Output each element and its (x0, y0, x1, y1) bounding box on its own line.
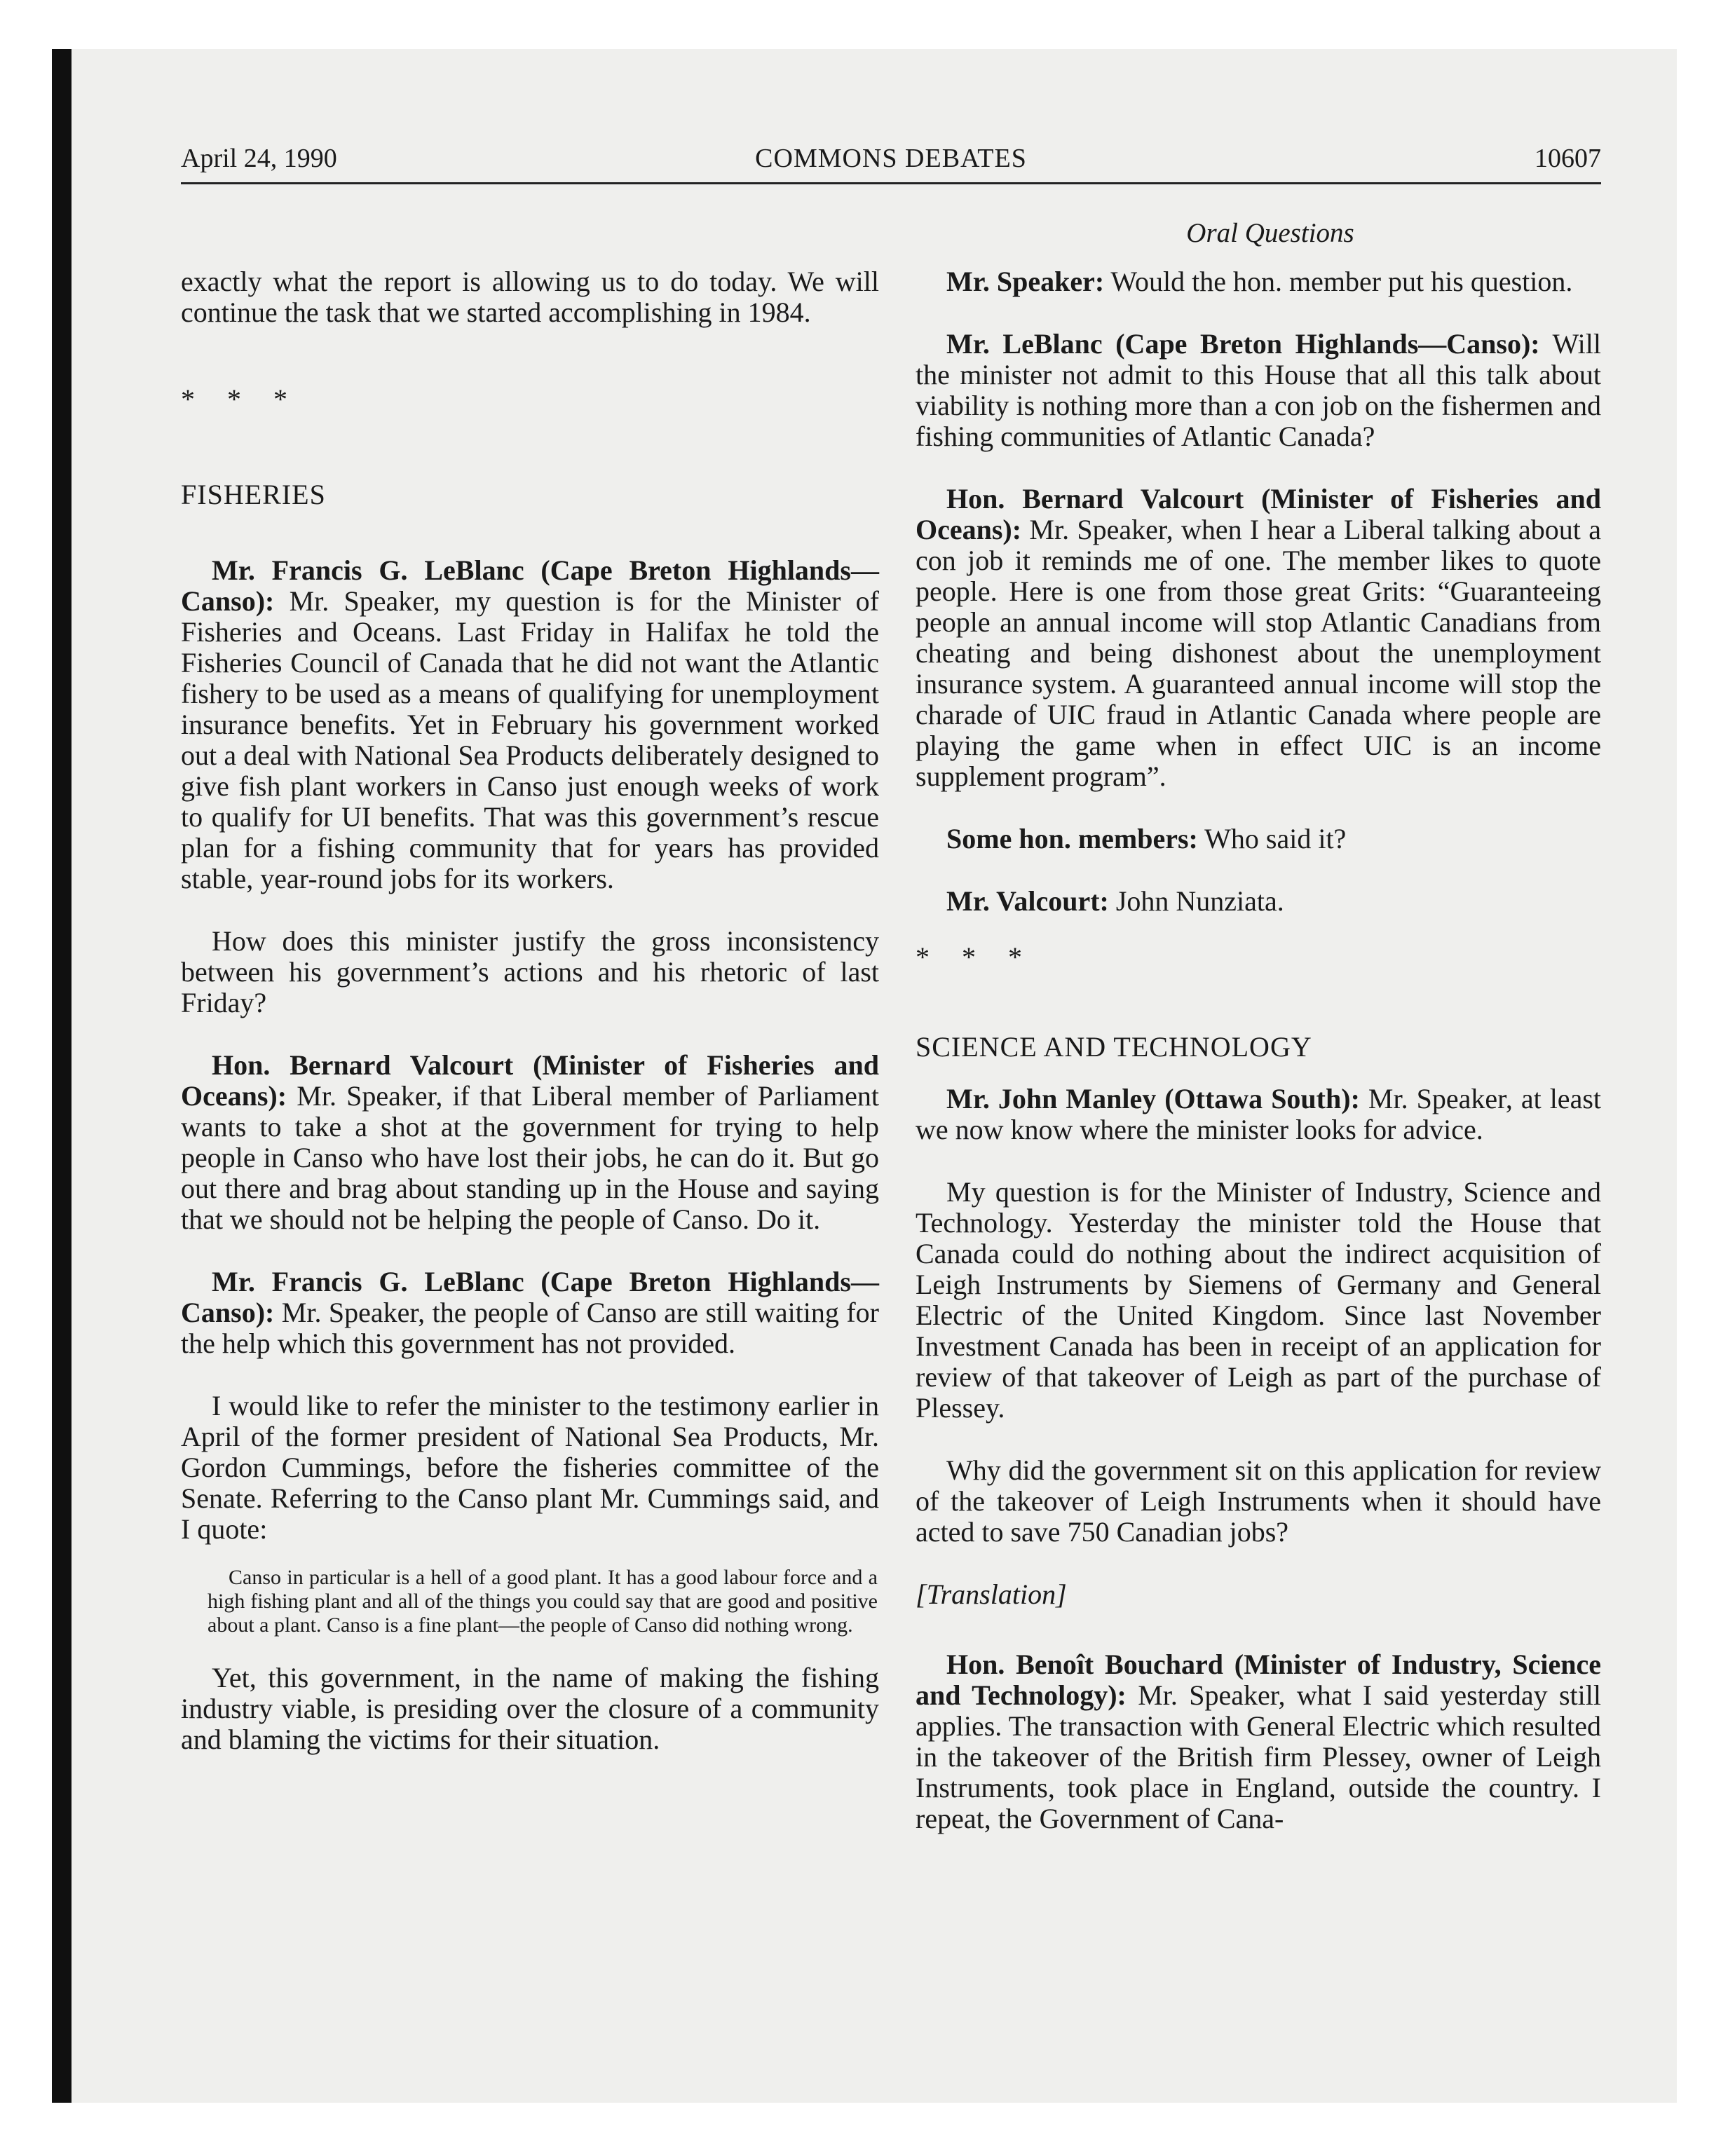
speaker-name: Some hon. members: (946, 823, 1198, 854)
section-heading: SCIENCE AND TECHNOLOGY (916, 1031, 1312, 1063)
paragraph (181, 555, 879, 894)
paragraph (916, 484, 1601, 792)
speaker-name: Hon. Bernard Valcourt (Minister of Fisheries and Oceans): (181, 1049, 879, 1112)
speech-text: Who said it? (1197, 823, 1347, 854)
speaker-name: Mr. Francis G. LeBlanc (Cape Breton Highlands—Canso): (181, 1266, 879, 1328)
paragraph (916, 886, 1601, 917)
paragraph (916, 824, 1601, 854)
speaker-name: Mr. John Manley (Ottawa South): (946, 1083, 1360, 1114)
paragraph: How does this minister justify the gross inconsistency between his government’s actions and his rhetoric of last Friday? (181, 925, 879, 1018)
speech-text: Mr. Speaker, if that Liberal member of Parliament wants to take a shot at the government for trying to help people in Canso who have lost their jobs, he can do it. But go out there and brag about standing up in the House and saying that we should not be helping the people of Canso. Do it. (181, 1080, 879, 1235)
paragraph (916, 266, 1601, 297)
running-head: Oral Questions (1186, 218, 1354, 248)
section-break: * * * (916, 941, 1035, 973)
paragraph: Yet, this government, in the name of making the fishing industry viable, is presiding over the closure of a community and blaming the victims for their situation. (181, 1662, 879, 1755)
header-title: COMMONS DEBATES (755, 144, 1027, 173)
speech-text: Mr. Speaker, what I said yesterday still applies. The transaction with General Electric which resulted in the takeover of the British firm Plessey, owner of Leigh Instruments, took place in England, outside the country. I repeat, the Government of Cana- (916, 1679, 1602, 1834)
paragraph (916, 1084, 1601, 1145)
speech-text: Mr. Speaker, when I hear a Liberal talking about a con job it reminds me of one. The member likes to quote people. Here is one from those great Grits: “Guaranteeing people an annual income will stop Atlantic Canadians from cheating and being dishonest about the unemployment insurance system. A guaranteed annual income will stop the charade of UIC fraud in Atlantic Canada where people are playing the game when in effect UIC is an income supplement program”. (916, 514, 1601, 792)
paragraph: exactly what the report is allowing us to do today. We will continue the task that we started accomplishing in 1984. (181, 266, 879, 328)
section-heading: FISHERIES (181, 479, 326, 510)
left-column (181, 266, 879, 1755)
paragraph: My question is for the Minister of Industry, Science and Technology. Yesterday the minister told the House that Canada could do nothing about the indirect acquisition of Leigh Instruments by Siemens of Germany and General Electric of the United Kingdom. Since last November Investment Canada has been in receipt of an application for review of that takeover of Leigh as part of the purchase of Plessey. (916, 1176, 1601, 1424)
paragraph: Why did the government sit on this application for review of the takeover of Leigh Instruments when it should have acted to save 750 Canadian jobs? (916, 1454, 1601, 1548)
page-number: 10607 (1535, 144, 1601, 173)
paragraph: I would like to refer the minister to the testimony earlier in April of the former president of National Sea Products, Mr. Gordon Cummings, before the fisheries committee of the Senate. Referring to the Canso plant Mr. Cummings said, and I quote: (181, 1390, 879, 1545)
quote-text: Canso in particular is a hell of a good plant. It has a good labour force and a high fishing plant and all of the things you could say that are good and positive about a plant. Canso is a fine plant—the people of Canso did nothing wrong. (207, 1566, 878, 1637)
speaker-name: Mr. LeBlanc (Cape Breton Highlands—Canso): (946, 328, 1540, 360)
speech-text: Mr. Speaker, the people of Canso are still waiting for the help which this government has not provided. (181, 1297, 879, 1359)
speech-text: Mr. Speaker, my question is for the Minister of Fisheries and Oceans. Last Friday in Halifax he told the Fisheries Council of Canada that he did not want the Atlantic fishery to be used as a means of qualifying for unemployment insurance benefits. Yet in February his government worked out a deal with National Sea Products deliberately designed to give fish plant workers in Canso just enough weeks of work to qualify for UI benefits. That was this government’s rescue plan for a fishing community that for years has provided stable, year-round jobs for its workers. (181, 585, 879, 894)
header-date: April 24, 1990 (181, 144, 337, 173)
speaker-name: Mr. Francis G. LeBlanc (Cape Breton Highlands—Canso): (181, 554, 879, 617)
speaker-name: Hon. Benoît Bouchard (Minister of Industry, Science and Technology): (916, 1649, 1601, 1711)
speaker-name: Hon. Bernard Valcourt (Minister of Fisheries and Oceans): (916, 483, 1601, 545)
paragraph (181, 1267, 879, 1359)
block-quote (181, 1566, 879, 1637)
speech-text: Mr. Speaker, at least we now know where the minister looks for advice. (916, 1083, 1601, 1145)
scan-edge (52, 49, 72, 2103)
speech-text: Will the minister not admit to this House that all this talk about viability is nothing more than a con job on the fishermen and fishing communities of Atlantic Canada? (916, 328, 1601, 452)
speech-text: Would the hon. member put his question. (1104, 266, 1573, 297)
speaker-name: Mr. Valcourt: (946, 885, 1109, 917)
speaker-name: Mr. Speaker: (946, 266, 1105, 297)
paragraph (181, 1050, 879, 1235)
right-column (916, 266, 1601, 1834)
translation-note: [Translation] (916, 1578, 1067, 1610)
header-rule (181, 182, 1601, 184)
section-break: * * * (181, 383, 300, 415)
speech-text: John Nunziata. (1108, 885, 1284, 917)
paragraph (916, 329, 1601, 452)
paragraph (916, 1649, 1601, 1834)
page-header (181, 137, 1601, 179)
